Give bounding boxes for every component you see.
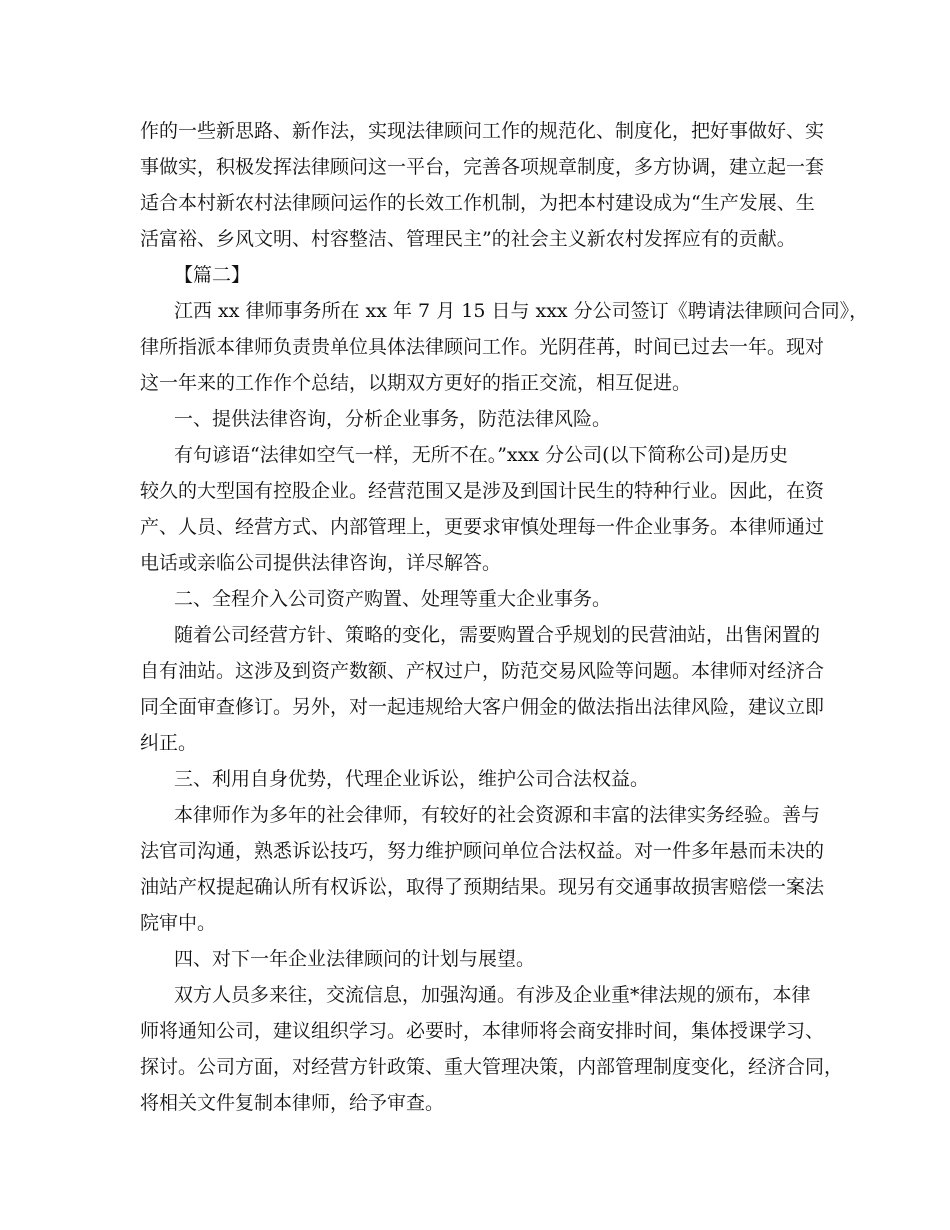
body-text-line: 双方人员多来往，交流信息，加强沟通。有涉及企业重*律法规的颁布，本律 — [174, 984, 811, 1006]
body-text-line: 江西 xx 律师事务所在 xx 年 7 月 15 日与 xxx 分公司签订《聘请法律顾问合同》， — [174, 300, 869, 322]
section-heading: 二、全程介入公司资产购置、处理等重大企业事务。 — [174, 588, 612, 610]
body-text-line: 活富裕、乡风文明、村容整洁、管理民主”的社会主义新农村发挥应有的贡献。 — [140, 228, 796, 250]
body-text-line: 师将通知公司，建议组织学习。必要时，本律师将会商安排时间，集体授课学习、 — [140, 1020, 825, 1042]
body-text-line: 电话或亲临公司提供法律咨询，详尽解答。 — [140, 552, 502, 574]
body-text-line: 同全面审查修订。另外，对一起违规给大客户佣金的做法指出法律风险，建议立即 — [140, 696, 825, 718]
body-text-line: 这一年来的工作作个总结，以期双方更好的指正交流，相互促进。 — [140, 372, 692, 394]
body-text-line: 作的一些新思路、新作法，实现法律顾问工作的规范化、制度化，把好事做好、实 — [140, 120, 825, 142]
body-text-line: 事做实，积极发挥法律顾问这一平台，完善各项规章制度，多方协调，建立起一套 — [140, 156, 825, 178]
body-text-line: 适合本村新农村法律顾问运作的长效工作机制，为把本村建设成为“生产发展、生 — [140, 192, 815, 214]
body-text-line: 随着公司经营方针、策略的变化，需要购置合乎规划的民营油站，出售闲置的 — [174, 624, 821, 646]
body-text-line: 自有油站。这涉及到资产数额、产权过户，防范交易风险等问题。本律师对经济合 — [140, 660, 825, 682]
body-text-line: 将相关文件复制本律师，给予审查。 — [140, 1092, 445, 1114]
body-text-line: 院审中。 — [140, 912, 217, 934]
body-text-line: 律所指派本律师负责贵单位具体法律顾问工作。光阴荏苒，时间已过去一年。现对 — [140, 336, 825, 358]
body-text-line: 纠正。 — [140, 732, 198, 754]
body-text-line: 本律师作为多年的社会律师，有较好的社会资源和丰富的法律实务经验。善与 — [174, 804, 821, 826]
body-text-line: 产、人员、经营方式、内部管理上，更要求审慎处理每一件企业事务。本律师通过 — [140, 516, 825, 538]
section-heading: 一、提供法律咨询，分析企业事务，防范法律风险。 — [174, 408, 612, 430]
section-title: 【篇二】 — [174, 264, 251, 286]
section-heading: 四、对下一年企业法律顾问的计划与展望。 — [174, 948, 536, 970]
body-text-line: 油站产权提起确认所有权诉讼，取得了预期结果。现另有交通事故损害赔偿一案法 — [140, 876, 825, 898]
body-text-line: 法官司沟通，熟悉诉讼技巧，努力维护顾问单位合法权益。对一件多年悬而未决的 — [140, 840, 825, 862]
section-heading: 三、利用自身优势，代理企业诉讼，维护公司合法权益。 — [174, 768, 650, 790]
body-text-line: 较久的大型国有控股企业。经营范围又是涉及到国计民生的特种行业。因此，在资 — [140, 480, 825, 502]
body-text-line: 有句谚语“法律如空气一样，无所不在。”xxx 分公司(以下简称公司)是历史 — [174, 444, 788, 466]
body-text-line: 探讨。公司方面，对经营方针政策、重大管理决策，内部管理制度变化，经济合同， — [140, 1056, 844, 1078]
